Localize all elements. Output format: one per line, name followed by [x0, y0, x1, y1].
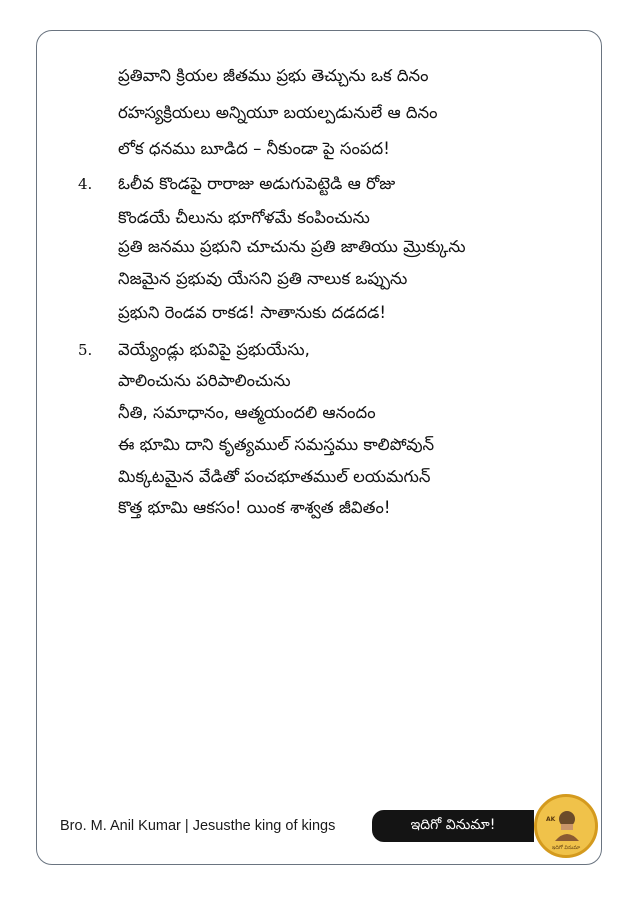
- verse-line: వెయ్యేండ్లు భువిపై ప్రభుయేసు,: [118, 340, 310, 359]
- portrait-icon: [537, 797, 595, 855]
- verse-number: 4.: [78, 175, 93, 193]
- verse-line: కొండయే చీలును భూగోళమే కంపించును: [118, 208, 370, 227]
- logo-caption: ఇదిగో వినుమా: [551, 845, 581, 851]
- verse-line: పాలించును పరిపాలించును: [118, 371, 291, 390]
- verse-line: ప్రభుని రెండవ రాకడ! సాతానుకు దడదడ!: [118, 303, 386, 322]
- verse-line: నిజమైన ప్రభువు యేసని ప్రతి నాలుక ఒప్పును: [118, 269, 408, 288]
- tagline-text: ఇదిగో వినుమా!: [410, 816, 496, 833]
- verse-line: రహస్యక్రియలు అన్నియూ బయల్పడునులే ఆ దినం: [118, 103, 438, 122]
- logo-mark: AK: [546, 816, 556, 823]
- tagline-badge: [372, 810, 534, 842]
- verse-number: 5.: [78, 341, 93, 359]
- verse-line: ఓలీవ కొండపై రారాజు అడుగుపెట్టెడి ఆ రోజు: [118, 174, 396, 193]
- author-credit: Bro. M. Anil Kumar | Jesusthe king of kings: [60, 818, 336, 834]
- verse-line: ప్రతి జనము ప్రభుని చూచును ప్రతి జాతియు మ్రొక్కును: [118, 237, 466, 256]
- verse-line: మిక్కటమైన వేడితో పంచభూతముల్ లయమగున్: [118, 467, 431, 486]
- verse-line: ఈ భూమి దాని కృత్యముల్ సమస్తము కాలిపోవున్: [118, 435, 435, 454]
- verse-line: ప్రతివాని క్రియల జీతము ప్రభు తెచ్చును ఒక దినం: [118, 66, 429, 85]
- verse-line: కొత్త భూమి ఆకసం! యింక శాశ్వత జీవితం!: [118, 498, 391, 517]
- verse-line: నీతి, సమాధానం, ఆత్మయందలి ఆనందం: [118, 403, 376, 422]
- brand-logo: [534, 794, 598, 858]
- verse-line: లోక ధనము బూడిద – నీకుండా పై సంపద!: [118, 139, 390, 158]
